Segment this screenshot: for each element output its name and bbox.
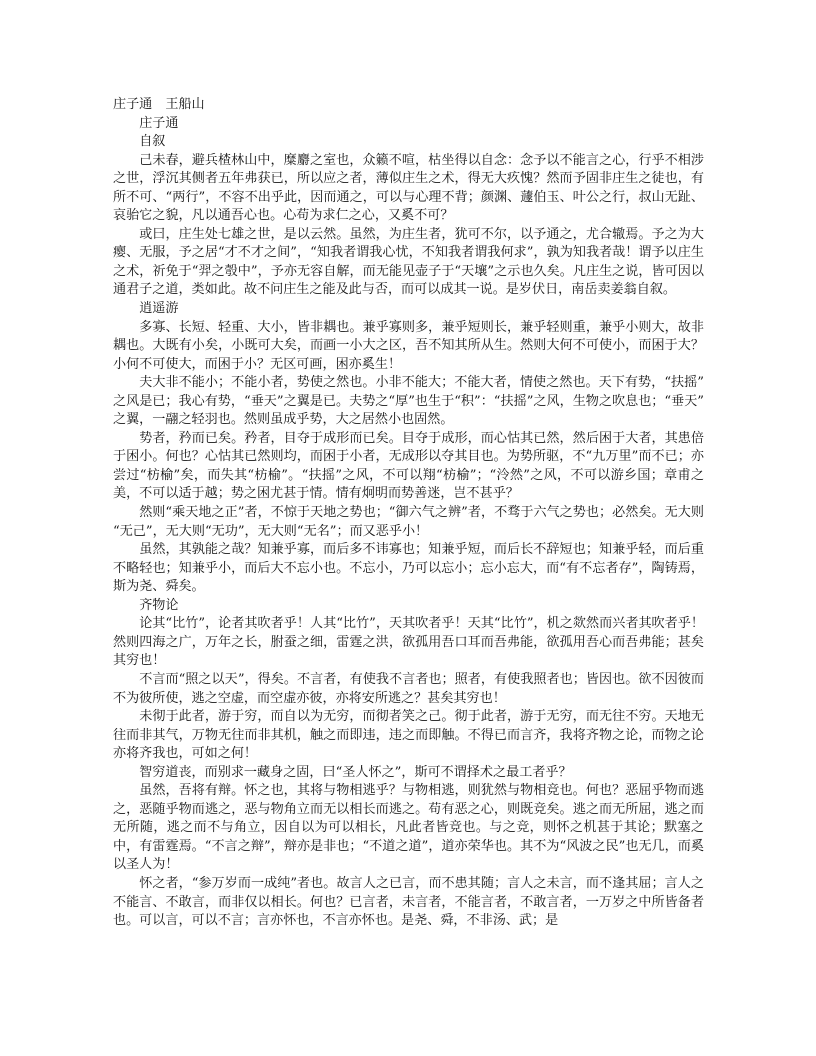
book-heading: 庄子通 bbox=[139, 115, 179, 131]
paragraph-xiaoyaoyou-1: 多寡、长短、轻重、大小，皆非耦也。兼乎寡则多，兼乎短则长，兼乎轻则重，兼乎小则大，故非耦也。大既有小矣，小既可大矣，而画一小大之区，吾不知其所从生。然则大何不可使小，而困于大？小何不可使大，而困于小？无区可画，困亦奚生！ bbox=[113, 319, 704, 372]
paragraph-zixu-1: 己未春，避兵楂林山中，糜麝之室也，众籁不喧，枯坐得以自念：念予以不能言之心，行乎不相涉之世，浮沉其侧者五年弗获已，所以应之者，薄似庄生之术，得无大疚愧？然而予固非庄生之徒也，有所不可、“两行”，不容不出乎此，因而通之，可以与心理不背；颜渊、蘧伯玉、叶公之行，叔山无趾、哀骀它之貌，凡以通吾心也。心苟为求仁之心，又奚不可？ bbox=[113, 152, 704, 224]
paragraph-xiaoyaoyou-2: 夫大非不能小；不能小者，势使之然也。小非不能大；不能大者，情使之然也。天下有势，“扶摇”之风是已；我心有势，“垂天”之翼是已。夫势之“厚”也生于“积”：“扶摇”之风，生物之吹息也；“垂天”之翼，一翮之轻羽也。然则虽成乎势，大之居然小也固然。 bbox=[113, 375, 704, 428]
paragraph-qiwulun-5: 虽然，吾将有辩。怀之也，其将与物相逃乎？与物相逃，则犹然与物相竞也。何也？恶屈乎物而逃之，恶随乎物而逃之，恶与物角立而无以相长而逃之。苟有恶之心，则既竞矣。逃之而无所屈，逃之而无所随，逃之而不与角立，因自以为可以相长，凡此者皆竞也。与之竞，则怀之机甚于其论；默塞之中，有雷霆焉。“不言之辩”，辩亦是非也；“不道之道”，道亦荣华也。其不为“风波之民”也无几，而奚以圣人为！ bbox=[113, 783, 704, 873]
paragraph-qiwulun-6: 怀之者，“参万岁而一成纯”者也。故言人之已言，而不患其随；言人之未言，而不逢其屈；言人之不能言、不敢言，而非仅以相长。何也？已言者，未言者，不能言者，不敢言者，一万岁之中所皆备者也。可以言，可以不言；言亦怀也，不言亦怀也。是尧、舜，不非汤、武；是 bbox=[113, 875, 704, 929]
section-heading-zixu: 自叙 bbox=[139, 134, 166, 150]
paragraph-qiwulun-3: 未彻于此者，游于穷，而自以为无穷，而彻者笑之己。彻于此者，游于无穷，而无往不穷。天地无往而非其气，万物无往而非其机，触之而即违，违之而即触。不得已而言齐，我将齐物之论，而物之论亦将齐我也，可如之何！ bbox=[113, 709, 704, 762]
paragraph-zixu-2: 或曰，庄生处七雄之世，是以云然。虽然，为庄生者，犹可不尔，以予通之，尤合辙焉。予之为大瘿、无服，予之居“才不才之间”，“知我者谓我心忧，不知我者谓我何求”，孰为知我者哉！谓予以庄生之术，祈免于“羿之彀中”，予亦无容自解，而无能见壶子于“天壤”之示也久矣。凡庄生之说，皆可因以通君子之道，类如此。故不问庄生之能及此与否，而可以成其一说。是岁伏日，南岳卖姜翁自叙。 bbox=[113, 226, 704, 298]
paragraph-qiwulun-2: 不言而“照之以天”，得矣。不言者，有使我不言者也；照者，有使我照者也；皆因也。欲不因彼而不为彼所使，逃之空虚，而空虚亦彼，亦将安所逃之？甚矣其穷也！ bbox=[113, 671, 704, 706]
paragraph-xiaoyaoyou-3: 势者，矜而已矣。矜者，目夺于成形而已矣。目夺于成形，而心怙其已然，然后困于大者，其患倍于困小。何也？心怙其已然则均，而困于小者，无成形以夺其目也。为势所驱，不“九万里”而不已；亦尝过“枋榆”矣，而失其“枋榆”。“扶摇”之风，不可以翔“枋榆”；“泠然”之风，不可以游乡国；章甫之美，不可以适于越；势之困尤甚于情。情有炯明而势善迷，岂不甚乎？ bbox=[113, 430, 704, 502]
paragraph-xiaoyaoyou-4: 然则“乘天地之正”者，不惊于天地之势也；“御六气之辨”者，不骛于六气之势也；必然矣。无大则“无己”，无大则“无功”，无大则“无名”；而又恶乎小！ bbox=[113, 505, 704, 539]
document-text-body bbox=[113, 96, 704, 931]
paragraph-xiaoyaoyou-5: 虽然，其孰能之哉？知兼乎寡，而后多不讳寡也；知兼乎短，而后长不辞短也；知兼乎轻，而后重不略轻也；知兼乎小，而后大不忘小也。不忘小，乃可以忘小；忘小忘大，而“有不忘者存”，陶铸焉，斯为尧、舜矣。 bbox=[113, 542, 704, 595]
paragraph-qiwulun-1: 论其“比竹”，论者其吹者乎！人其“比竹”，天其吹者乎！天其“比竹”，机之欻然而兴者其吹者乎！然则四海之广，万年之长，胕蚕之细，雷霆之洪，欲孤用吾口耳而吾弗能，欲孤用吾心而吾弗能；甚矣其穷也！ bbox=[113, 616, 704, 669]
section-heading-qiwulun: 齐物论 bbox=[139, 597, 179, 613]
section-heading-xiaoyaoyou: 逍遥游 bbox=[139, 301, 179, 317]
paragraph-qiwulun-4: 智穷道丧，而别求一藏身之固，曰“圣人怀之”，斯可不谓择术之最工者乎？ bbox=[139, 764, 572, 780]
doc-title: 庄子通 王船山 bbox=[113, 97, 205, 112]
